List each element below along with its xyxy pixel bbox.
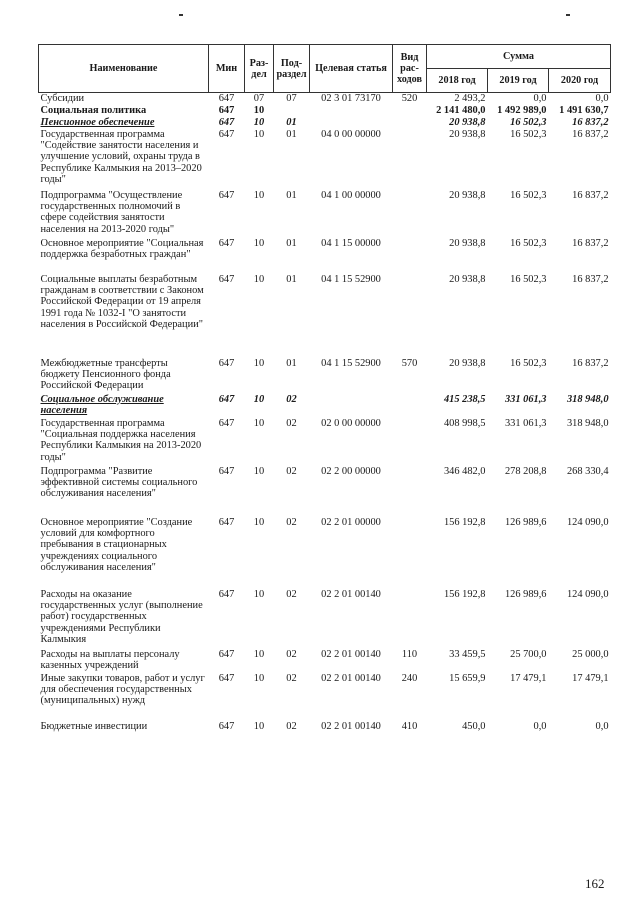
row-podrazdel: 02 <box>286 393 297 405</box>
table-row <box>39 190 611 238</box>
row-vid-rashodov <box>393 418 427 466</box>
row-name: Подпрограмма "Осуществление государственных полномочий в сфере содействия занятости населения на 2013-2020 годы" <box>40 189 183 235</box>
row-sum-2020: 16 837,2 <box>572 237 609 249</box>
table-row <box>39 589 611 649</box>
row-razdel: 07 <box>253 93 265 104</box>
row-vid-rashodov <box>393 517 427 589</box>
row-vid-rashodov: 410 <box>401 720 418 732</box>
row-podrazdel: 02 <box>286 648 297 660</box>
row-sum-2018: 450,0 <box>462 720 486 732</box>
row-min: 647 <box>218 588 235 600</box>
row-celevaya-statya: 04 0 00 00000 <box>321 128 381 140</box>
row-sum-2020: 318 948,0 <box>566 393 609 405</box>
row-sum-2018: 346 482,0 <box>443 465 486 477</box>
row-name: Межбюджетные трансферты бюджету Пенсионного фонда Российской Федерации <box>40 357 171 392</box>
row-podrazdel: 02 <box>286 588 297 600</box>
row-min: 647 <box>218 648 235 660</box>
row-vid-rashodov <box>393 589 427 649</box>
row-sum-2018: 20 938,8 <box>449 357 486 369</box>
row-sum-2020: 318 948,0 <box>566 417 609 429</box>
row-vid-rashodov <box>393 117 427 129</box>
page-number: 162 <box>585 876 605 891</box>
row-vid-rashodov <box>393 129 427 190</box>
row-min: 647 <box>218 417 235 429</box>
table-row <box>39 418 611 466</box>
row-vid-rashodov <box>393 238 427 274</box>
row-name: Иные закупки товаров, работ и услуг для обеспечения государственных (муниципальных) нужд <box>40 672 205 707</box>
table-row <box>39 358 611 394</box>
row-sum-2020: 16 837,2 <box>572 273 609 285</box>
row-sum-2019: 331 061,3 <box>504 417 547 429</box>
row-sum-2019: 16 502,3 <box>510 273 547 285</box>
row-sum-2018: 20 938,8 <box>449 237 486 249</box>
table-row <box>39 117 611 129</box>
col-header-2020: 2020 год <box>549 69 611 93</box>
table-row <box>39 129 611 190</box>
row-min: 647 <box>218 516 235 528</box>
row-sum-2020: 268 330,4 <box>566 465 609 477</box>
row-name: Социальные выплаты безработным гражданам в соответствии с Законом Российской Федерации от 19 апреля 1991 года № 1032-I "О занятости населения в Российской Федерации" <box>40 273 204 331</box>
scan-mark-right <box>566 14 570 16</box>
row-podrazdel: 01 <box>286 128 297 140</box>
row-name: Пенсионное обеспечение <box>40 116 155 128</box>
row-celevaya-statya: 02 0 00 00000 <box>321 417 381 429</box>
row-razdel: 10 <box>253 465 265 477</box>
row-razdel: 10 <box>253 648 265 660</box>
row-sum-2018: 2 141 480,0 <box>436 104 486 116</box>
row-podrazdel: 01 <box>286 273 297 285</box>
row-sum-2020: 16 837,2 <box>572 189 609 201</box>
row-celevaya-statya: 02 2 00 00000 <box>321 465 381 477</box>
row-celevaya-statya: 02 2 01 00000 <box>321 516 381 528</box>
col-header-podrazdel: Под-раздел <box>274 45 310 93</box>
row-sum-2019: 16 502,3 <box>510 357 547 369</box>
table-row <box>39 517 611 589</box>
row-vid-rashodov <box>393 466 427 517</box>
row-podrazdel <box>274 105 310 117</box>
row-celevaya-statya: 02 3 01 73170 <box>321 93 381 104</box>
col-header-2018: 2018 год <box>427 69 488 93</box>
row-podrazdel: 01 <box>286 357 297 369</box>
row-sum-2018: 20 938,8 <box>449 116 486 128</box>
table-row <box>39 394 611 418</box>
row-razdel: 10 <box>253 116 265 128</box>
row-celevaya-statya: 02 2 01 00140 <box>321 672 381 684</box>
row-razdel: 10 <box>253 588 265 600</box>
row-sum-2019: 25 700,0 <box>510 648 547 660</box>
row-name: Социальное обслуживание населения <box>40 393 164 416</box>
row-podrazdel: 02 <box>286 672 297 684</box>
row-sum-2019: 16 502,3 <box>510 189 547 201</box>
row-min: 647 <box>218 237 235 249</box>
row-name: Субсидии <box>40 93 85 104</box>
row-sum-2019: 278 208,8 <box>504 465 547 477</box>
table-row <box>39 238 611 274</box>
col-header-name: Наименование <box>39 45 209 93</box>
row-sum-2018: 33 459,5 <box>449 648 486 660</box>
row-sum-2019: 16 502,3 <box>510 116 547 128</box>
row-sum-2020: 16 837,2 <box>572 128 609 140</box>
row-sum-2018: 15 659,9 <box>449 672 486 684</box>
row-sum-2020: 0,0 <box>595 720 609 732</box>
row-min: 647 <box>218 93 235 104</box>
row-name: Основное мероприятие "Создание условий для комфортного пребывания в стационарных учреждениях социального обслуживания населения" <box>40 516 193 574</box>
table-row <box>39 105 611 117</box>
row-podrazdel: 01 <box>286 189 297 201</box>
table-row <box>39 274 611 358</box>
row-podrazdel: 02 <box>286 720 297 732</box>
row-podrazdel: 07 <box>286 93 297 104</box>
scan-mark-left <box>179 14 183 16</box>
row-celevaya-statya: 02 2 01 00140 <box>321 648 381 660</box>
row-min: 647 <box>218 273 235 285</box>
row-celevaya-statya <box>310 105 393 117</box>
row-celevaya-statya <box>310 394 393 418</box>
col-header-min: Мин <box>209 45 245 93</box>
row-sum-2018: 20 938,8 <box>449 273 486 285</box>
row-razdel: 10 <box>253 672 265 684</box>
row-celevaya-statya: 04 1 00 00000 <box>321 189 381 201</box>
row-vid-rashodov: 520 <box>401 93 418 104</box>
row-name: Государственная программа "Социальная поддержка населения Республики Калмыкия на 2013-2020 годы" <box>40 417 202 463</box>
row-sum-2018: 156 192,8 <box>443 588 486 600</box>
row-min: 647 <box>218 720 235 732</box>
row-razdel: 10 <box>253 237 265 249</box>
row-sum-2018: 20 938,8 <box>449 189 486 201</box>
row-sum-2020: 17 479,1 <box>572 672 609 684</box>
row-podrazdel: 02 <box>286 516 297 528</box>
row-razdel: 10 <box>253 189 265 201</box>
row-min: 647 <box>218 393 235 405</box>
row-sum-2019: 17 479,1 <box>510 672 547 684</box>
row-sum-2020: 16 837,2 <box>572 357 609 369</box>
row-name: Государственная программа "Содействие занятости населения и улучшение условий, охраны труда в Республике Калмыкия на 2013–2020 годы" <box>40 128 202 186</box>
row-sum-2019: 126 989,6 <box>504 516 547 528</box>
row-sum-2020: 0,0 <box>595 93 609 104</box>
row-name: Расходы на выплаты персоналу казенных учреждений <box>40 648 180 671</box>
row-podrazdel: 02 <box>286 417 297 429</box>
row-celevaya-statya: 04 1 15 00000 <box>321 237 381 249</box>
row-vid-rashodov: 570 <box>401 357 418 369</box>
budget-table <box>38 44 611 735</box>
row-razdel: 10 <box>253 357 265 369</box>
row-name: Бюджетные инвестиции <box>40 720 148 732</box>
row-sum-2019: 0,0 <box>533 720 547 732</box>
row-sum-2019: 0,0 <box>533 93 547 104</box>
row-vid-rashodov: 240 <box>401 672 418 684</box>
row-min: 647 <box>218 128 235 140</box>
row-sum-2018: 415 238,5 <box>443 393 486 405</box>
table-row <box>39 93 611 105</box>
row-sum-2018: 156 192,8 <box>443 516 486 528</box>
row-name: Расходы на оказание государственных услуг (выполнение работ) государственных учреждениями Республики Калмыкия <box>40 588 203 646</box>
row-name: Подпрограмма "Развитие эффективной системы социального обслуживания населения" <box>40 465 198 500</box>
row-sum-2020: 25 000,0 <box>572 648 609 660</box>
row-razdel: 10 <box>253 417 265 429</box>
table-header <box>39 45 611 93</box>
row-sum-2020: 16 837,2 <box>572 116 609 128</box>
row-celevaya-statya: 04 1 15 52900 <box>321 273 381 285</box>
row-sum-2019: 1 492 989,0 <box>497 104 547 116</box>
table-row <box>39 649 611 673</box>
col-header-2019: 2019 год <box>488 69 549 93</box>
row-podrazdel: 01 <box>286 237 297 249</box>
row-sum-2019: 126 989,6 <box>504 588 547 600</box>
row-razdel: 10 <box>253 516 265 528</box>
row-celevaya-statya <box>310 117 393 129</box>
row-min: 647 <box>218 104 235 116</box>
table-row <box>39 721 611 735</box>
row-podrazdel: 02 <box>286 465 297 477</box>
row-razdel: 10 <box>253 393 265 405</box>
row-vid-rashodov <box>393 394 427 418</box>
row-sum-2019: 331 061,3 <box>504 393 547 405</box>
row-vid-rashodov <box>393 190 427 238</box>
row-min: 647 <box>218 357 235 369</box>
row-podrazdel: 01 <box>286 116 297 128</box>
row-celevaya-statya: 02 2 01 00140 <box>321 720 381 732</box>
row-sum-2020: 124 090,0 <box>566 516 609 528</box>
col-header-celevaya-statya: Целевая статья <box>310 45 393 93</box>
row-min: 647 <box>218 672 235 684</box>
row-sum-2019: 16 502,3 <box>510 237 547 249</box>
row-sum-2019: 16 502,3 <box>510 128 547 140</box>
row-sum-2018: 20 938,8 <box>449 128 486 140</box>
col-header-razdel: Раз-дел <box>245 45 274 93</box>
row-min: 647 <box>218 189 235 201</box>
row-name: Социальная политика <box>40 104 147 116</box>
row-min: 647 <box>218 465 235 477</box>
row-name: Основное мероприятие "Социальная поддержка безработных граждан" <box>40 237 204 260</box>
row-celevaya-statya: 02 2 01 00140 <box>321 588 381 600</box>
row-sum-2020: 124 090,0 <box>566 588 609 600</box>
row-min: 647 <box>218 116 235 128</box>
table-row <box>39 673 611 721</box>
row-sum-2020: 1 491 630,7 <box>559 104 609 116</box>
row-razdel: 10 <box>253 128 265 140</box>
row-razdel: 10 <box>253 273 265 285</box>
row-sum-2018: 2 493,2 <box>454 93 486 104</box>
table-row <box>39 466 611 517</box>
row-razdel: 10 <box>253 720 265 732</box>
row-vid-rashodov <box>393 105 427 117</box>
row-celevaya-statya: 04 1 15 52900 <box>321 357 381 369</box>
row-vid-rashodov: 110 <box>401 648 418 660</box>
row-vid-rashodov <box>393 274 427 358</box>
row-sum-2018: 408 998,5 <box>443 417 486 429</box>
col-header-vid-rashodov: Вид рас-ходов <box>393 45 427 93</box>
col-header-summa: Сумма <box>427 45 611 69</box>
row-razdel: 10 <box>253 104 265 116</box>
